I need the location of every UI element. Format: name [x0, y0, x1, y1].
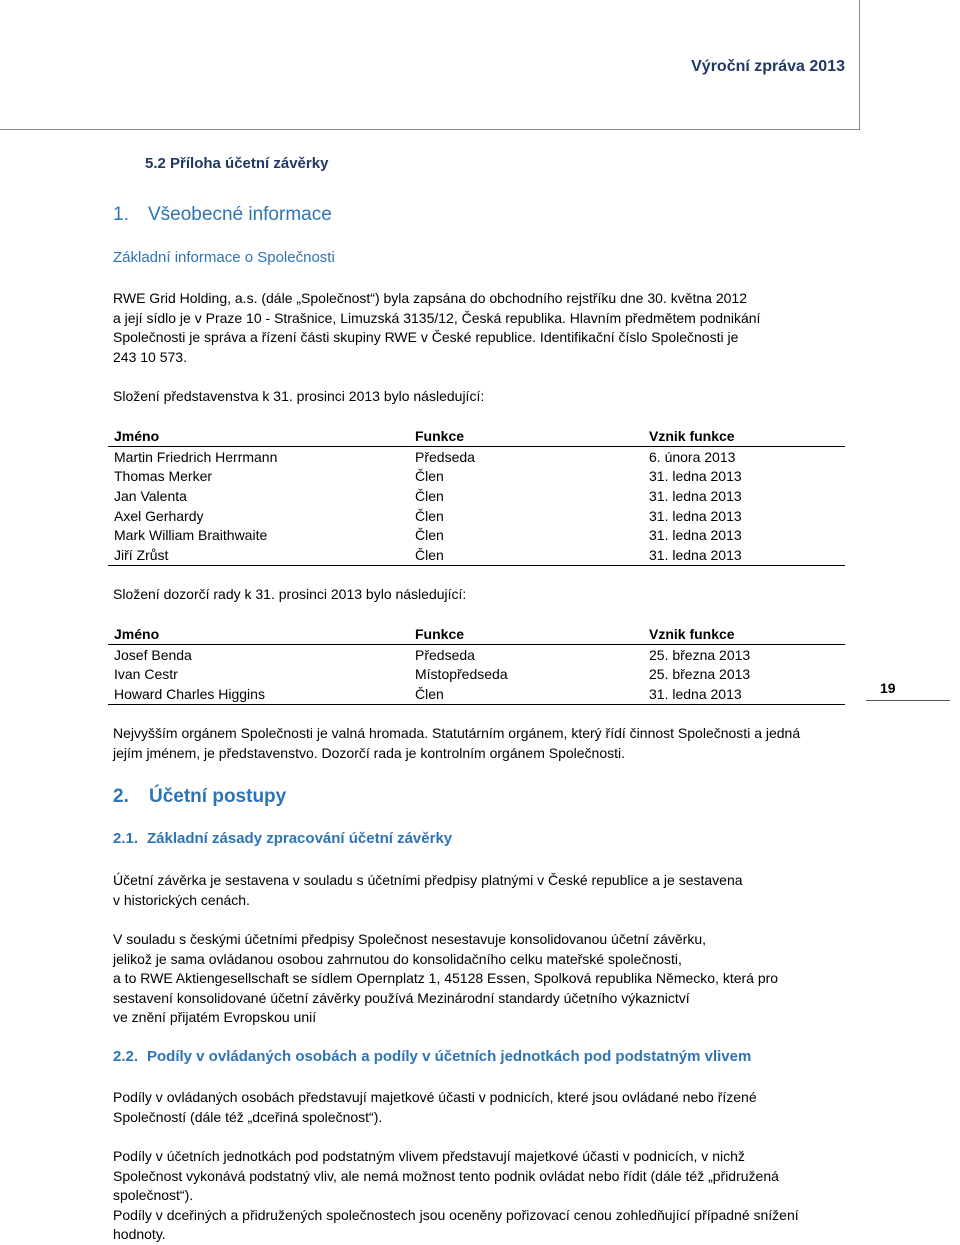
member-start-date: 31. ledna 2013	[649, 487, 742, 504]
column-header-name: Jméno	[108, 426, 409, 447]
member-function: Předseda	[415, 646, 475, 663]
heading-number: 2.2.	[113, 1048, 139, 1065]
heading-accounting-policies	[113, 786, 286, 808]
member-function: Předseda	[415, 448, 475, 465]
member-function: Člen	[409, 545, 643, 565]
heading-number: 2.	[113, 786, 129, 807]
member-name: Ivan Cestr	[114, 666, 178, 683]
table-row	[108, 665, 845, 685]
member-start-date: 31. ledna 2013	[649, 468, 742, 485]
heading-text: Podíly v ovládaných osobách a podíly v účetních jednotkách pod podstatným vlivem	[147, 1048, 752, 1065]
paragraph-line: Společnosti je správa a řízení části skupiny RWE v České republice. Identifikační číslo Společnosti je	[113, 329, 739, 345]
member-start-date: 31. ledna 2013	[643, 545, 845, 565]
section-5-2-heading: 5.2 Příloha účetní závěrky	[145, 155, 329, 172]
table-row	[108, 447, 845, 467]
table-row	[108, 486, 845, 506]
paragraph-line: a její sídlo je v Praze 10 - Strašnice, Limuzská 3135/12, Česká republika. Hlavním předmětem podnikání	[113, 309, 761, 326]
board-table	[108, 426, 845, 566]
paragraph-line: hodnoty.	[113, 1226, 166, 1242]
paragraph-line: Společností (dále též „dceřiná společnost“).	[113, 1108, 383, 1125]
paragraph-2-1-b	[113, 930, 853, 1028]
column-header-function: Funkce	[409, 426, 643, 447]
paragraph-2-2-b	[113, 1147, 853, 1245]
table-row	[108, 506, 845, 526]
member-name: Jan Valenta	[114, 487, 187, 504]
heading-number: 1.	[113, 204, 129, 225]
paragraph-line: RWE Grid Holding, a.s. (dále „Společnost“) byla zapsána do obchodního rejstříku dne 30. května 2012	[113, 290, 747, 306]
paragraph-line: a to RWE Aktiengesellschaft se sídlem Opernplatz 1, 45128 Essen, Spolková republika Německo, která pro	[113, 970, 779, 986]
paragraph-line: 243 10 573.	[113, 348, 187, 365]
member-name: Thomas Merker	[114, 468, 213, 485]
member-function: Člen	[415, 507, 444, 524]
member-start-date: 25. března 2013	[649, 666, 751, 683]
table-header-row	[108, 426, 845, 447]
column-header-name: Jméno	[108, 624, 409, 645]
intro-paragraph	[113, 289, 853, 367]
paragraph-line: Společnost vykonává podstatný vliv, ale nemá možnost tento podnik ovládat nebo řídit (dále též „přidružená	[113, 1167, 779, 1184]
paragraph-line: sestavení konsolidované účetní závěrky používá Mezinárodní standardy účetního výkaznictví	[113, 989, 690, 1006]
member-start-date: 31. ledna 2013	[649, 527, 742, 544]
paragraph-line: Nejvyšším orgánem Společnosti je valná hromada. Statutárním orgánem, který řídí činnost Společnosti a jedná	[113, 725, 801, 741]
member-start-date: 31. ledna 2013	[643, 684, 845, 704]
governance-paragraph	[113, 724, 853, 763]
paragraph-2-1-a	[113, 871, 853, 910]
heading-number: 2.1.	[113, 830, 139, 847]
report-title: Výroční zpráva 2013	[691, 58, 845, 75]
member-function: Člen	[409, 684, 643, 704]
heading-text: Účetní postupy	[149, 786, 287, 807]
column-header-function: Funkce	[409, 624, 643, 645]
member-name: Josef Benda	[114, 646, 192, 663]
member-function: Člen	[415, 487, 444, 504]
paragraph-2-2-a	[113, 1088, 853, 1127]
supervisory-table	[108, 624, 845, 705]
member-function: Člen	[415, 527, 444, 544]
table-row	[108, 467, 845, 487]
member-name: Howard Charles Higgins	[108, 684, 409, 704]
table-row	[108, 525, 845, 545]
paragraph-line: jelikož je sama ovládanou osobou zahrnutou do konsolidačního celku mateřské společnosti,	[113, 950, 682, 967]
column-header-start: Vznik funkce	[643, 426, 845, 447]
board-intro: Složení představenstva k 31. prosinci 2013 bylo následující:	[113, 388, 485, 404]
member-function: Místopředseda	[415, 666, 508, 683]
member-start-date: 6. února 2013	[649, 448, 736, 465]
column-header-start: Vznik funkce	[643, 624, 845, 645]
basic-info-subheading: Základní informace o Společnosti	[113, 249, 335, 266]
member-function: Člen	[415, 468, 444, 485]
table-header-row	[108, 624, 845, 645]
member-name: Martin Friedrich Herrmann	[114, 448, 278, 465]
paragraph-line: Podíly v ovládaných osobách představují majetkové účasti v podnicích, které jsou ovládané nebo řízené	[113, 1089, 757, 1105]
member-name: Jiří Zrůst	[108, 545, 409, 565]
paragraph-line: v historických cenách.	[113, 891, 250, 908]
heading-text: Všeobecné informace	[148, 204, 332, 225]
paragraph-line: jejím jménem, je představenstvo. Dozorčí rada je kontrolním orgánem Společnosti.	[113, 744, 626, 761]
page-number-rule	[866, 700, 950, 701]
paragraph-line: V souladu s českými účetními předpisy Společnost nesestavuje konsolidovanou účetní závěrku,	[113, 931, 706, 947]
table-row	[108, 645, 845, 665]
paragraph-line: Podíly v účetních jednotkách pod podstatným vlivem představují majetkové účasti v podnicích, v nichž	[113, 1148, 745, 1164]
member-name: Mark William Braithwaite	[114, 527, 268, 544]
member-start-date: 31. ledna 2013	[649, 507, 742, 524]
paragraph-line: společnost“).	[113, 1187, 194, 1203]
page-number: 19	[880, 680, 896, 696]
paragraph-line: Podíly v dceřiných a přidružených společnostech jsou oceněny pořizovací cenou zohledňující případné snížení	[113, 1206, 799, 1223]
table-row	[108, 684, 845, 704]
member-name: Axel Gerhardy	[114, 507, 204, 524]
heading-text: Základní zásady zpracování účetní závěrky	[147, 830, 453, 847]
heading-2-1	[113, 830, 452, 847]
heading-general-info	[113, 204, 332, 226]
supervisory-intro: Složení dozorčí rady k 31. prosinci 2013 bylo následující:	[113, 586, 467, 602]
heading-2-2	[113, 1048, 751, 1065]
member-start-date: 25. března 2013	[649, 646, 751, 663]
paragraph-line: Účetní závěrka je sestavena v souladu s účetními předpisy platnými v České republice a je sestavena	[113, 872, 743, 888]
table-row	[108, 545, 845, 565]
paragraph-line: ve znění přijatém Evropskou unií	[113, 1009, 317, 1025]
